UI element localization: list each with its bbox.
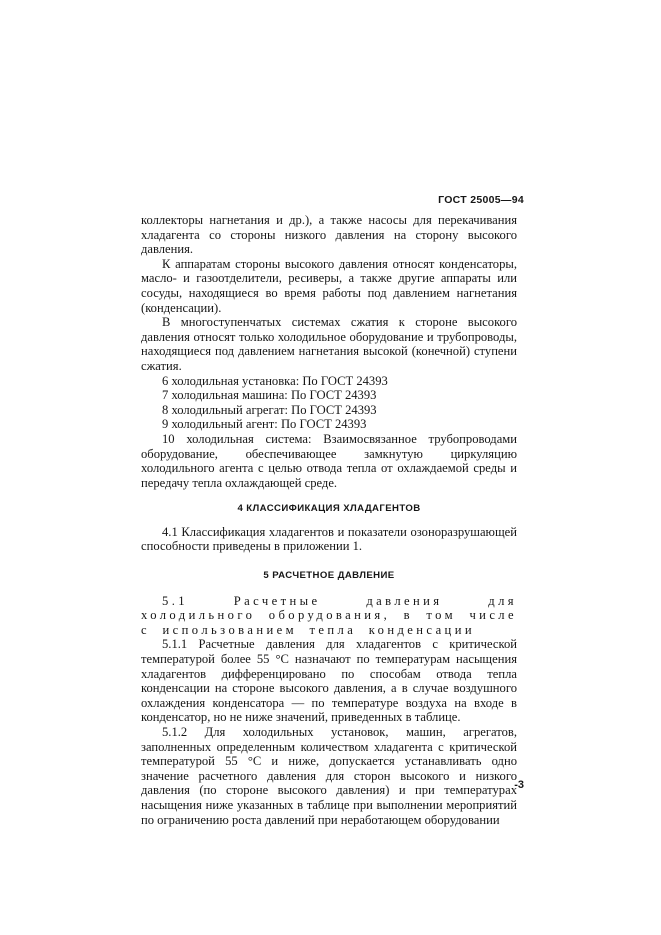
- term-10-refrigeration-system: 10 холодильная система: Взаимосвязанное трубопроводами оборудование, обеспечивающее замкнутую циркуляцию холодильного агента с целью отвода тепла от охлаждаемой среды и передачу тепла охлаждающей среде.: [141, 431, 517, 490]
- paragraph-5-1-1: 5.1.1 Расчетные давления для хладагентов с критической температурой более 55 °С назначают по температурам насыщения хладагентов дифференцировано по способам отвода тепла конденсации на стороне высокого давления, а в случае воздушного охлаждения конденсатора — по температуре воздуха на входе в конденсатор, но не ниже значений, приведенных в таблице.: [141, 637, 517, 725]
- term-7-refrigeration-machine: 7 холодильная машина: По ГОСТ 24393: [162, 388, 377, 403]
- body-text: [141, 213, 517, 827]
- paragraph-multistage-systems: В многоступенчатых системах сжатия к стороне высокого давления относят только холодильное оборудование и трубопроводы, находящиеся под давлением нагнетания высокой (конечной) ступени сжатия.: [141, 315, 517, 373]
- paragraph-5-1: 5.1 Расчетные давления для холодильного оборудования, в том числе с использованием тепла конденсации: [141, 593, 517, 637]
- paragraph-5-1-2: 5.1.2 Для холодильных установок, машин, агрегатов, заполненных определенным количеством хладагента с критической температурой 55 °С и ниже, допускается устанавливать одно значение расчетного давления для сторон высокого и низкого давления (по стороне высокого давления) и при температурах насыщения ниже указанных в таблице при выполнении мероприятий по ограничению роста давлений при неработающем оборудовании: [141, 725, 517, 827]
- section-4-heading: 4 КЛАССИФИКАЦИЯ ХЛАДАГЕНТОВ: [237, 503, 421, 515]
- document-code: ГОСТ 25005—94: [438, 194, 524, 206]
- paragraph-4-1: 4.1 Классификация хладагентов и показатели озоноразрушающей способности приведены в приложении 1.: [141, 524, 517, 554]
- paragraph-continuation: коллекторы нагнетания и др.), а также насосы для перекачивания хладагента со стороны низкого давления на сторону высокого давления.: [141, 213, 517, 257]
- paragraph-high-pressure-apparatus: К аппаратам стороны высокого давления относят конденсаторы, масло- и газоотделители, ресиверы, а также другие аппараты или сосуды, находящиеся во время работы под давлением нагнетания (конденсации).: [141, 256, 517, 315]
- section-5-heading: 5 РАСЧЕТНОЕ ДАВЛЕНИЕ: [263, 570, 395, 582]
- page-number: -3: [514, 779, 524, 791]
- term-6-refrigeration-installation: 6 холодильная установка: По ГОСТ 24393: [162, 373, 388, 388]
- term-8-refrigeration-unit: 8 холодильный агрегат: По ГОСТ 24393: [162, 402, 377, 417]
- term-9-refrigerant: 9 холодильный агент: По ГОСТ 24393: [162, 417, 367, 432]
